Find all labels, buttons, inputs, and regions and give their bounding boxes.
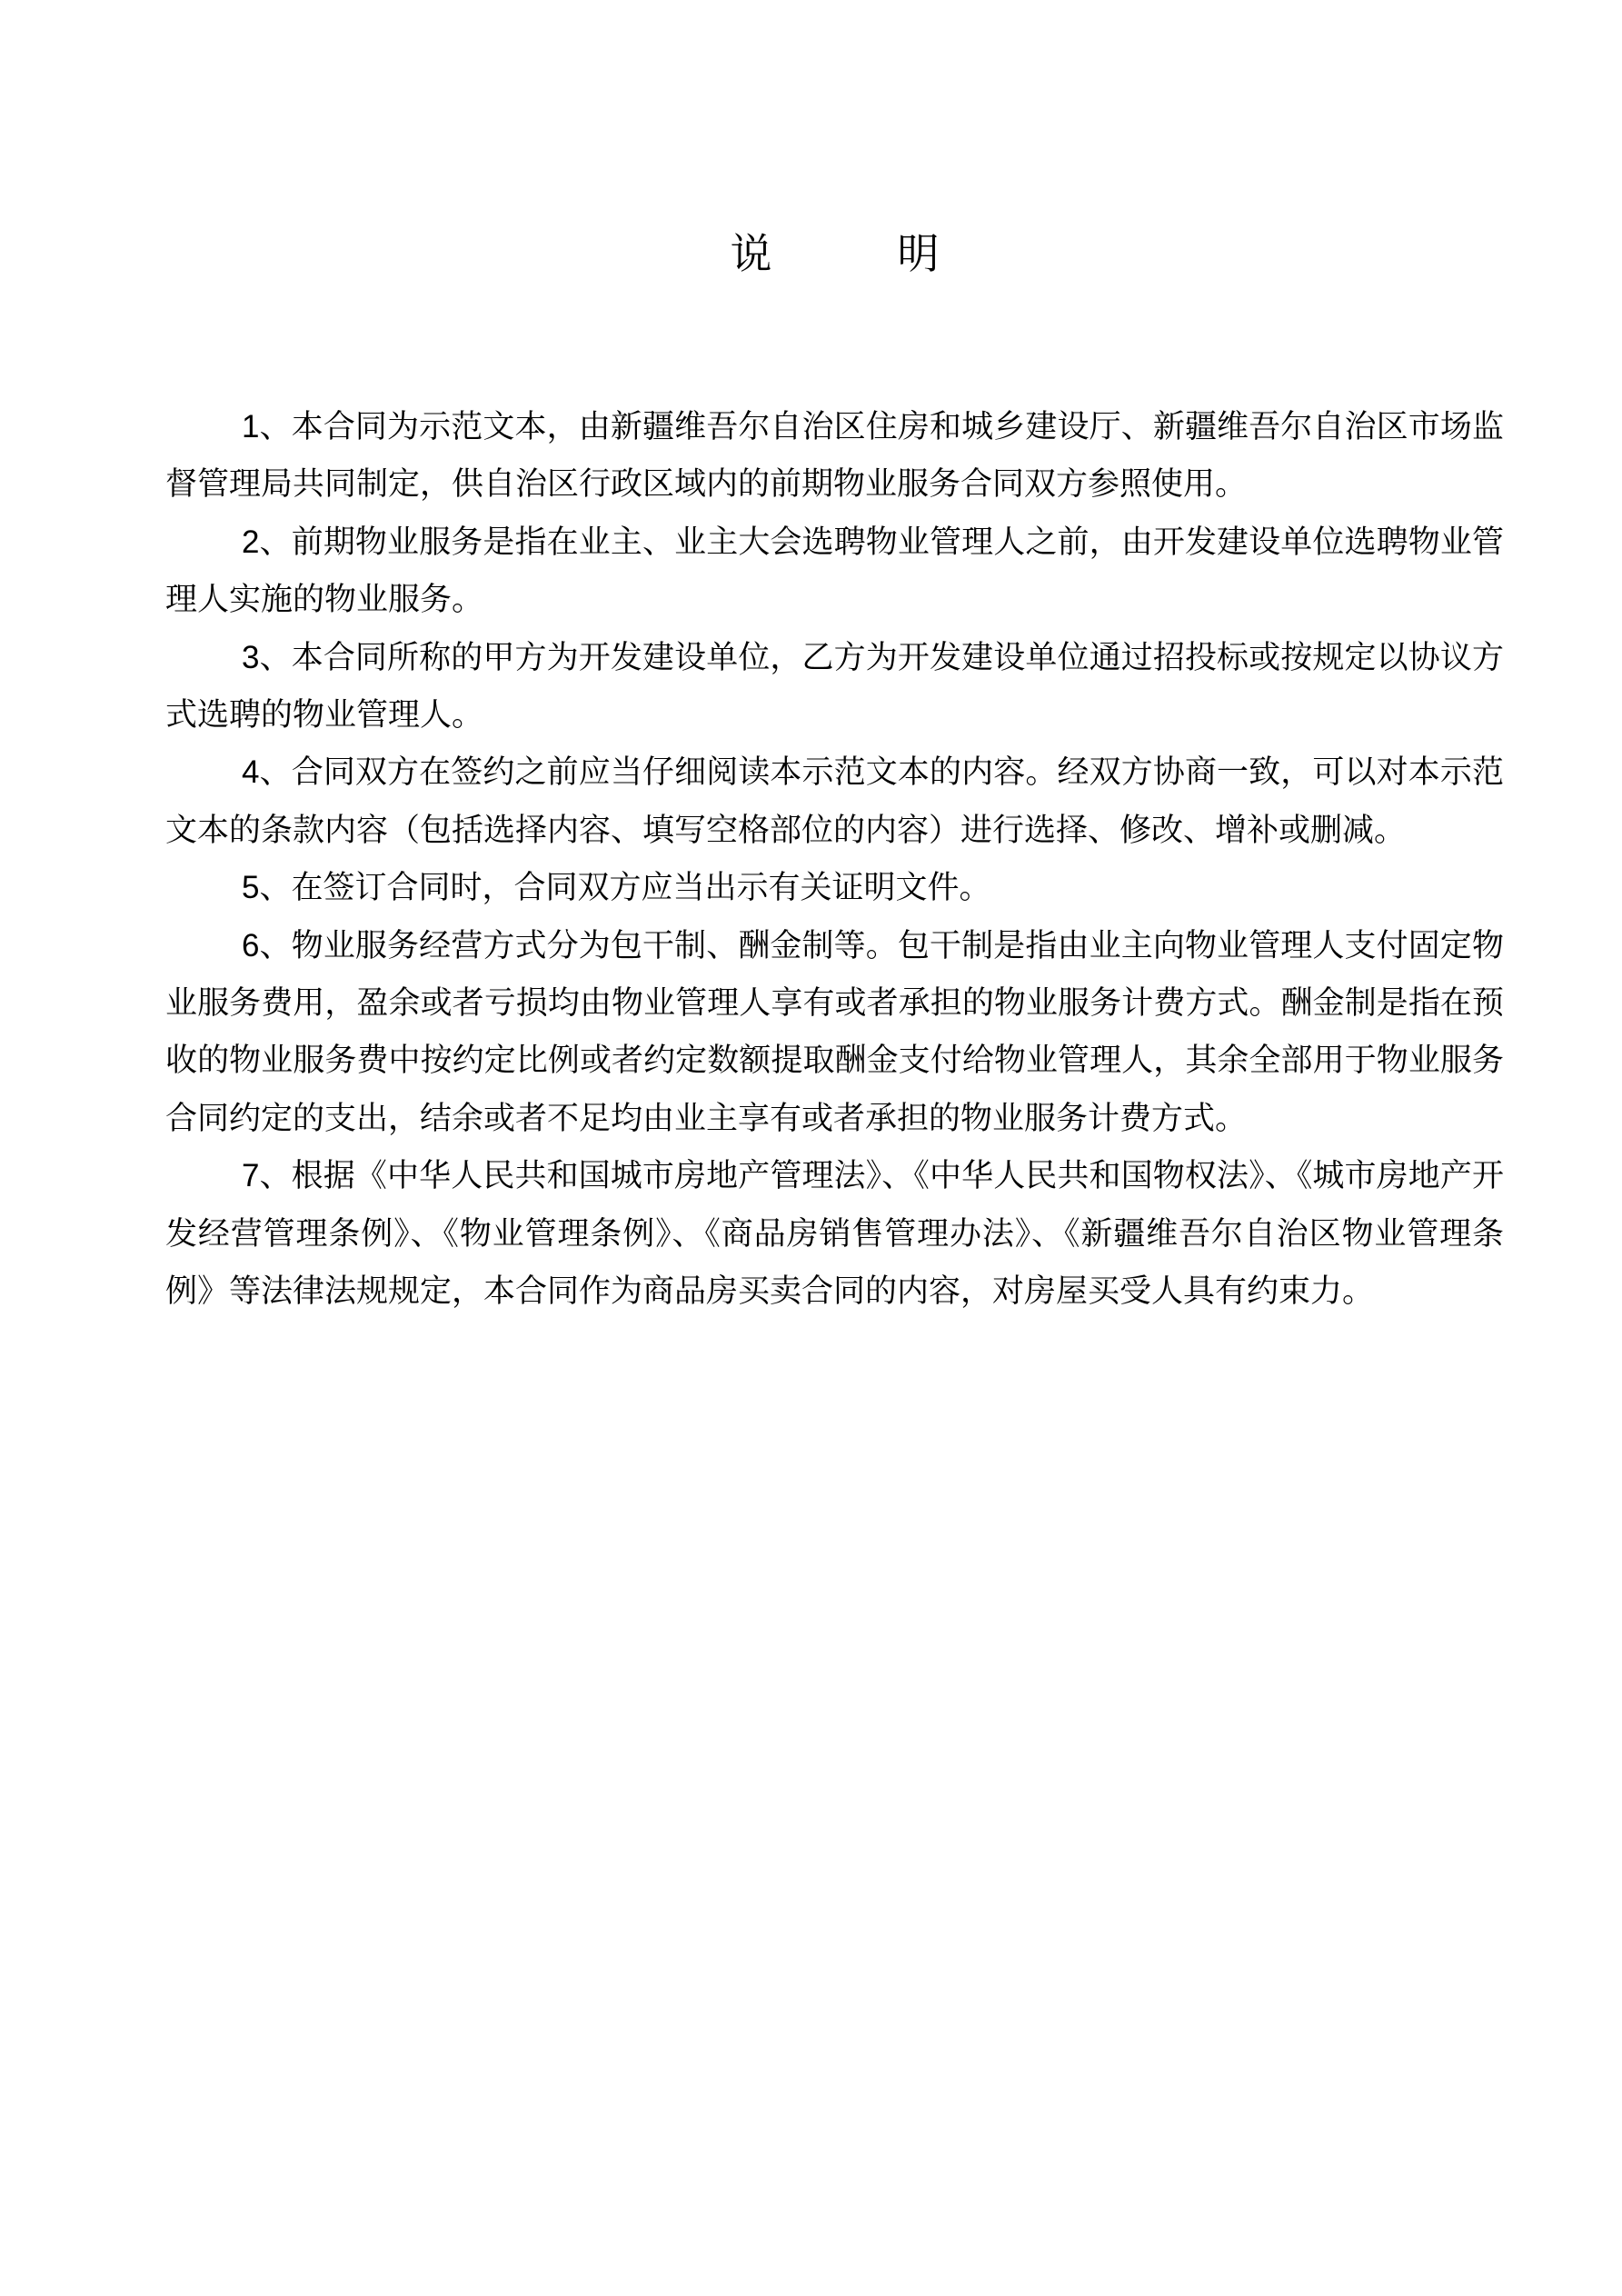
paragraph-6: 6、物业服务经营方式分为包干制、酬金制等。包干制是指由业主向物业管理人支付固定物业服务费用，盈余或者亏损均由物业管理人享有或者承担的物业服务计费方式。酬金制是指在预收的物业服务费中按约定比例或者约定数额提取酬金支付给物业管理人，其余全部用于物业服务合同约定的支出，结余或者不足均由业主享有或者承担的物业服务计费方式。 xyxy=(165,927,1504,1136)
paragraph-3: 3、本合同所称的甲方为开发建设单位，乙方为开发建设单位通过招投标或按规定以协议方式选聘的物业管理人。 xyxy=(165,639,1504,734)
document-body xyxy=(165,0,1504,1321)
paragraph-2: 2、前期物业服务是指在业主、业主大会选聘物业管理人之前，由开发建设单位选聘物业管理人实施的物业服务。 xyxy=(165,524,1504,618)
paragraph-4: 4、合同双方在签约之前应当仔细阅读本示范文本的内容。经双方协商一致，可以对本示范文本的条款内容（包括选择内容、填写空格部位的内容）进行选择、修改、增补或删减。 xyxy=(165,754,1504,848)
paragraph-1: 1、本合同为示范文本，由新疆维吾尔自治区住房和城乡建设厅、新疆维吾尔自治区市场监督管理局共同制定，供自治区行政区域内的前期物业服务合同双方参照使用。 xyxy=(165,409,1504,503)
paragraph-7: 7、根据《中华人民共和国城市房地产管理法》、《中华人民共和国物权法》、《城市房地产开发经营管理条例》、《物业管理条例》、《商品房销售管理办法》、《新疆维吾尔自治区物业管理条例》等法律法规规定，本合同作为商品房买卖合同的内容，对房屋买受人具有约束力。 xyxy=(165,1158,1504,1310)
paragraph-5: 5、在签订合同时，合同双方应当出示有关证明文件。 xyxy=(242,870,991,906)
page-title: 说 明 xyxy=(730,230,940,277)
